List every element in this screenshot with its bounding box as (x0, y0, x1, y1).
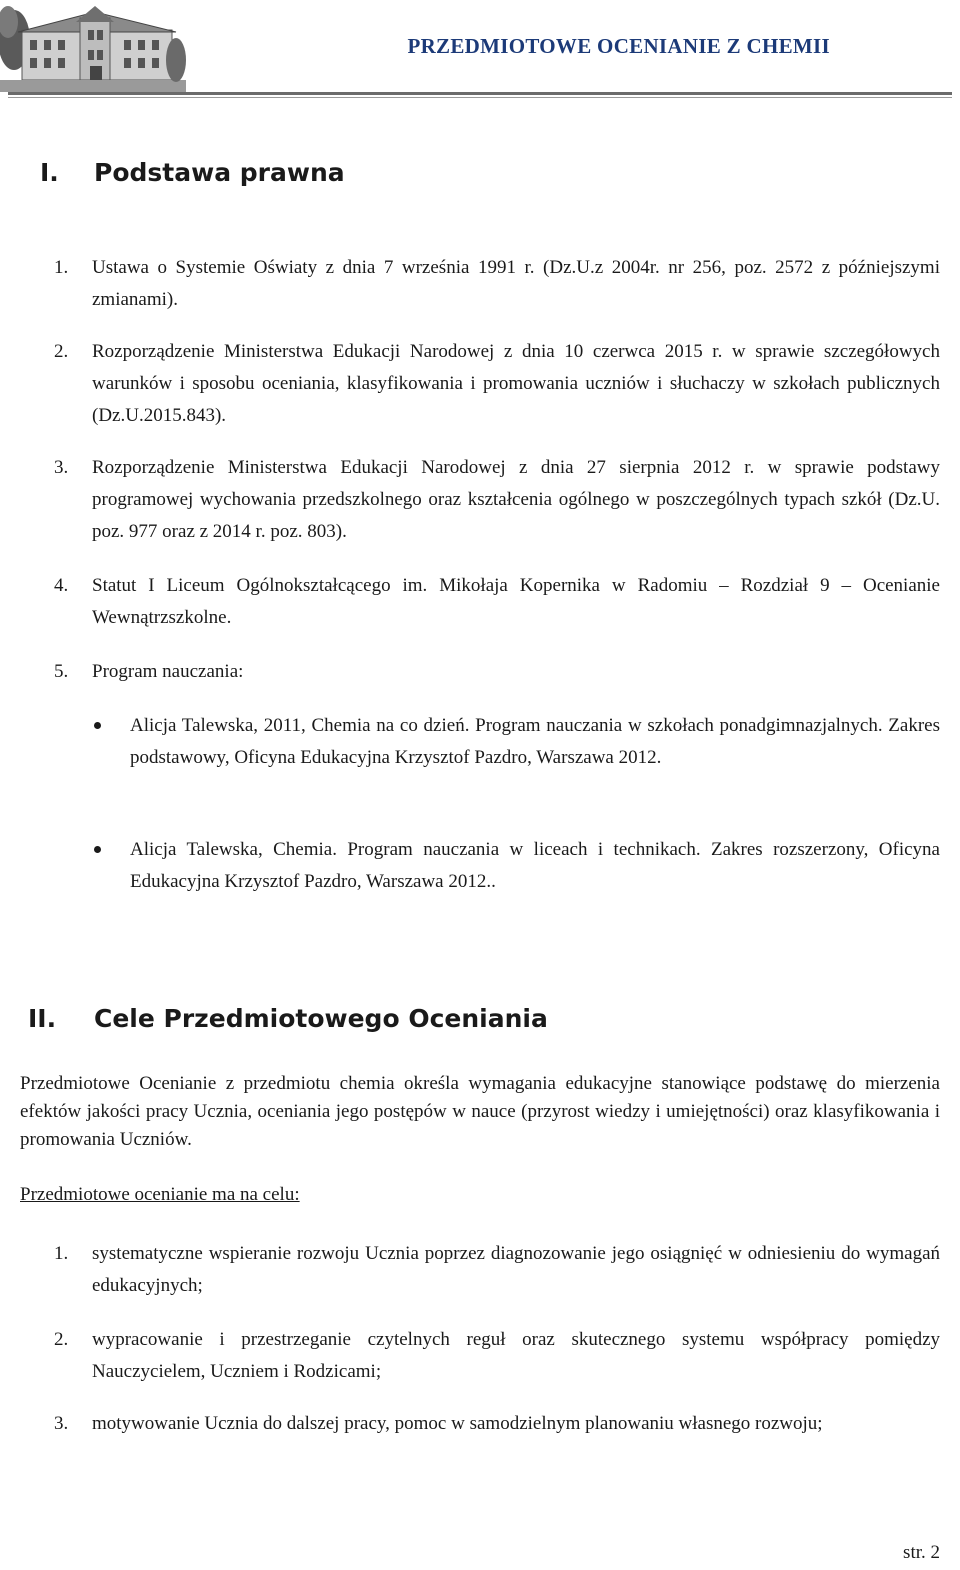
section-1-heading (40, 158, 740, 192)
program-text: Alicja Talewska, Chemia. Program nauczania w liceach i technikach. Zakres rozszerzony, Oficyna Edukacyjna Krzysztof Pazdro, Warszawa 2012.. (130, 839, 940, 892)
header-rule-thin (8, 97, 952, 98)
header-rule (8, 92, 952, 95)
list-item-text: Rozporządzenie Ministerstwa Edukacji Narodowej z dnia 10 czerwca 2015 r. w sprawie szczegółowych warunków i sposobu oceniania, klasyfikowania i promowania uczniów i słuchaczy w szkołach publicznych (Dz.U.2015.843). (92, 341, 940, 426)
page-number: str. 2 (903, 1542, 940, 1563)
section-2-number: II. (28, 1004, 57, 1033)
goal-number: 3. (54, 1413, 69, 1434)
list-item-text: Ustawa o Systemie Oświaty z dnia 7 września 1991 r. (Dz.U.z 2004r. nr 256, poz. 2572 z późniejszymi zmianami). (92, 257, 940, 310)
goal-number: 2. (54, 1329, 69, 1350)
goal-text: motywowanie Ucznia do dalszej pracy, pomoc w samodzielnym planowaniu własnego rozwoju; (92, 1413, 823, 1434)
bullet-icon (94, 722, 101, 729)
list-item-number: 4. (54, 575, 69, 596)
school-building-logo (0, 0, 186, 92)
list-item-text: Statut I Liceum Ogólnokształcącego im. Mikołaja Kopernika w Radomiu – Rozdział 9 – Ocenianie Wewnątrzszkolne. (92, 575, 940, 628)
section-2-heading (28, 1004, 828, 1038)
section-1-number: I. (40, 158, 59, 187)
list-item-number: 1. (54, 257, 69, 278)
goal-text: wypracowanie i przestrzeganie czytelnych reguł oraz skutecznego systemu współpracy pomiędzy Nauczycielem, Uczniem i Rodzicami; (92, 1329, 940, 1382)
section-2-title: Cele Przedmiotowego Oceniania (94, 1004, 548, 1033)
goal-text: systematyczne wspieranie rozwoju Ucznia poprzez diagnozowanie jego osiągnięć w odniesieniu do wymagań edukacyjnych; (92, 1243, 940, 1296)
list-item-number: 3. (54, 457, 69, 478)
list-item-number: 5. (54, 661, 69, 682)
program-text: Alicja Talewska, 2011, Chemia na co dzień. Program nauczania w szkołach ponadgimnazjalnych. Zakres podstawowy, Oficyna Edukacyjna Krzysztof Pazdro, Warszawa 2012. (130, 715, 940, 768)
goals-heading: Przedmiotowe ocenianie ma na celu: (20, 1184, 300, 1205)
list-item-number: 2. (54, 341, 69, 362)
bullet-icon (94, 846, 101, 853)
header-title: PRZEDMIOTOWE OCENIANIE Z CHEMII (407, 34, 830, 58)
page-header (0, 0, 960, 100)
list-item-text: Rozporządzenie Ministerstwa Edukacji Narodowej z dnia 27 sierpnia 2012 r. w sprawie podstawy programowej wychowania przedszkolnego oraz kształcenia ogólnego w poszczególnych typach szkół (Dz.U. poz. 977 oraz z 2014 r. poz. 803). (92, 457, 940, 542)
section-2-intro: Przedmiotowe Ocenianie z przedmiotu chemia określa wymagania edukacyjne stanowiące podstawę do mierzenia efektów jakości pracy Ucznia, oceniania jego postępów w nauce (przyrost wiedzy i umiejętności) oraz klasyfikowania i promowania Uczniów. (20, 1073, 940, 1150)
list-item-text: Program nauczania: (92, 661, 244, 682)
section-1-title: Podstawa prawna (94, 158, 345, 187)
goal-number: 1. (54, 1243, 69, 1264)
